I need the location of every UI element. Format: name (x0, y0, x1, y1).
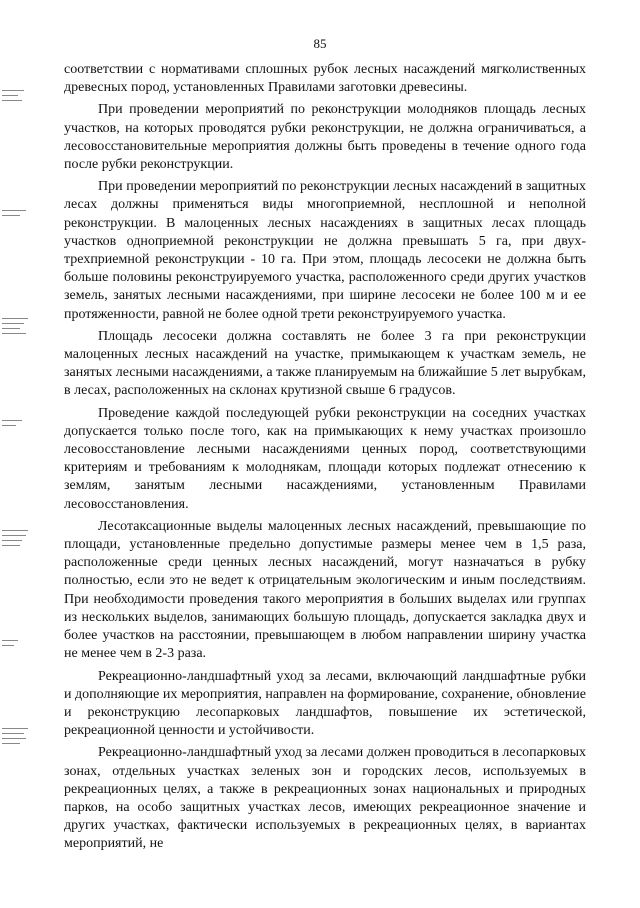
paragraph: Лесотаксационные выделы малоценных лесных насаждений, превышающие по площади, установленные предельно допустимые размеры менее чем в 1,5 раза, расположенные среди ценных лесных насаждений, могут назначаться в рубку полностью, если это не ведет к отрицательным экологическим и иным последствиям. При необходимости проведения такого мероприятия в больших выделах или группах из нескольких выделов, занимающих большую площадь, допускается закладка двух и более участков на расстоянии, превышающем в любом направлении ширину участка не менее чем в 2-3 раза. (64, 518, 586, 662)
paragraph: Проведение каждой последующей рубки реконструкции на соседних участках допускается только после того, как на примыкающих к нему участках произошло лесовосстановление лесными насаждениями ценных пород, соответствующими критериям и требованиям к молоднякам, площади которых подлежат отнесению к землям, занятым лесными насаждениями, установленным Правилами лесовосстановления. (64, 405, 586, 512)
scan-margin-artifacts (0, 0, 34, 908)
paragraph: соответствии с нормативами сплошных рубок лесных насаждений мягколиственных древесных пород, установленных Правилами заготовки древесины. (64, 62, 586, 96)
paragraph: Рекреационно-ландшафтный уход за лесами, включающий ландшафтные рубки и дополняющие их мероприятия, направлен на формирование, сохранение, обновление и реконструкцию лесопарковых ландшафтов, повышение их эстетической, рекреационной ценности и устойчивости. (64, 668, 586, 739)
paragraph: При проведении мероприятий по реконструкции лесных насаждений в защитных лесах должны применяться виды многоприемной, несплошной и неполной реконструкции. В малоценных лесных насаждениях в защитных лесах площадь участков одноприемной реконструкции не должна превышать 5 га, при двух-трехприемной реконструкции - 10 га. При этом, площадь лесосеки не должна быть больше половины реконструируемого участка, расположенного среди других участков земель, занятых лесными насаждениями, при ширине лесосеки не более 100 м и ее протяженности, равной не более одной трети реконструируемого участка. (64, 179, 586, 322)
paragraph: Рекреационно-ландшафтный уход за лесами должен проводиться в лесопарковых зонах, отдельных участках зеленых зон и городских лесов, используемых в рекреационных целях, а также в рекреационных зонах национальных и природных парков, на особо защитных участках лесов, имеющих рекреационное значение и других участках, фактически используемых в рекреационных целях, в вариантах мероприятий, не (64, 745, 586, 852)
paragraph: Площадь лесосеки должна составлять не более 3 га при реконструкции малоценных лесных насаждений на участке, примыкающем к участкам земель, не занятых лесными насаждениями, а также планируемым на ближайшие 5 лет вырубкам, в лесах, расположенных на склонах крутизной свыше 6 градусов. (64, 328, 586, 399)
document-body (64, 61, 586, 858)
paragraph: При проведении мероприятий по реконструкции молодняков площадь лесных участков, на которых проводятся рубки реконструкции, не должна ограничиваться, а лесовосстановительные мероприятия должны быть проведены в течение одного года после рубки реконструкции. (64, 102, 586, 173)
page-number: 85 (313, 36, 327, 51)
